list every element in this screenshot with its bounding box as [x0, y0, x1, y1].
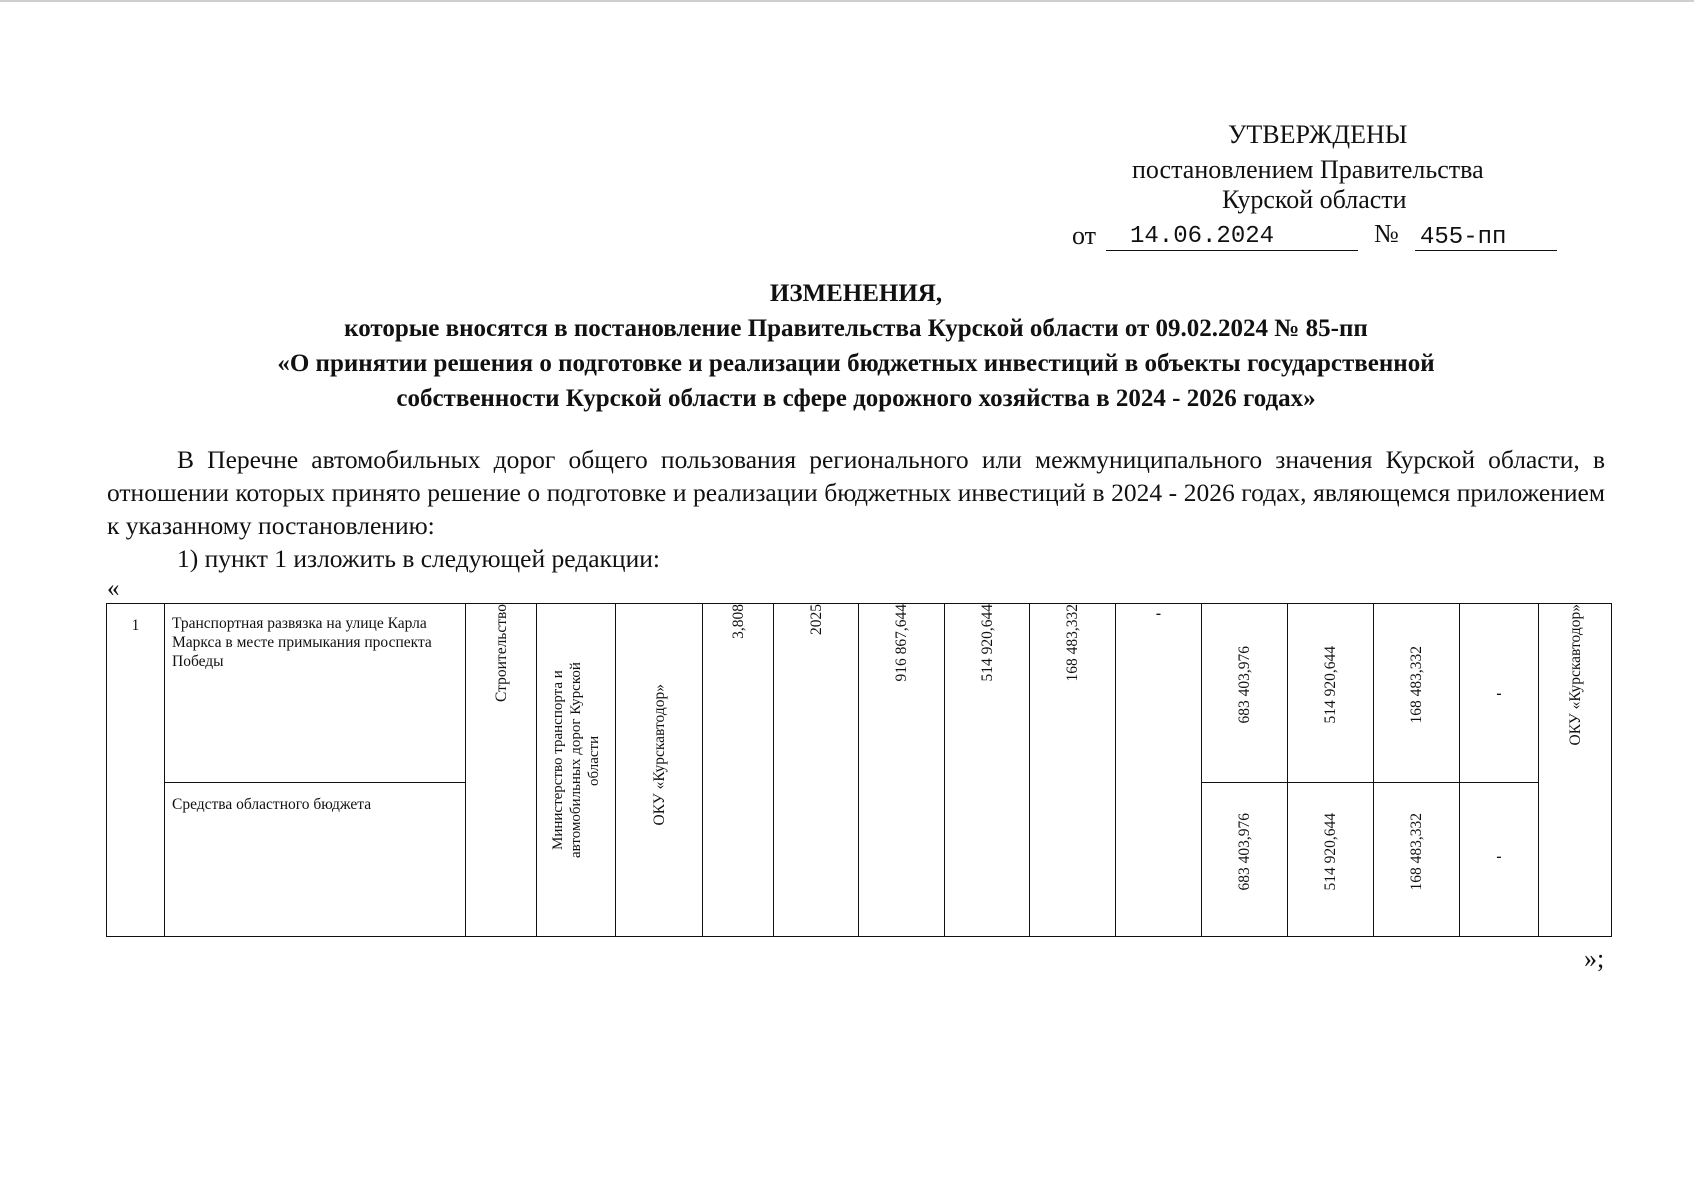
close-quote: »; — [1584, 944, 1605, 973]
r1-y2026: - — [1496, 685, 1502, 702]
r1-y2024: 514 920,644 — [1322, 646, 1339, 724]
customer-cell — [616, 604, 703, 937]
cost-2: 514 920,644 — [978, 604, 996, 682]
ministry-cell — [537, 604, 616, 937]
r2-y2024: 514 920,644 — [1322, 813, 1339, 891]
customer: ОКУ «Курскавтодор» — [650, 684, 668, 826]
ministry: Министерство транспорта и автомобильных дорог Курской области — [550, 662, 602, 859]
approval-number: 455-пп — [1420, 224, 1507, 251]
row-number-cell — [107, 604, 165, 937]
r2-y2025: 168 483,332 — [1408, 813, 1425, 891]
body-paragraph — [107, 443, 1605, 542]
approval-line-resolution: постановлением Правительства — [1132, 155, 1484, 184]
open-quote: « — [107, 575, 120, 602]
row-number: 1 — [131, 617, 140, 634]
cost-4: - — [1155, 605, 1162, 622]
cost-4-cell — [1116, 604, 1202, 937]
total-cost-cell — [859, 604, 945, 937]
cost-3-cell — [1030, 604, 1116, 937]
work-type-cell — [466, 604, 537, 937]
r1-total-cell — [1202, 604, 1288, 783]
approval-date: 14.06.2024 — [1130, 223, 1275, 250]
approval-number-prefix: № — [1374, 219, 1399, 248]
approval-date-prefix: от — [1072, 221, 1097, 250]
body-item-1: 1) пункт 1 изложить в следующей редакции: — [177, 544, 660, 573]
length-cell — [703, 604, 774, 937]
r2-total-cell — [1202, 783, 1288, 937]
r2-y2025-cell — [1374, 783, 1460, 937]
r2-y2026-cell — [1460, 783, 1539, 937]
object-name-cell — [165, 604, 466, 783]
cost-3: 168 483,332 — [1064, 604, 1081, 682]
document-title: ИЗМЕНЕНИЯ, — [769, 280, 943, 307]
approval-line-region: Курской области — [1222, 185, 1407, 214]
r2-y2026: - — [1496, 848, 1502, 865]
funding-source: Средства областного бюджета — [172, 796, 372, 813]
r1-y2026-cell — [1460, 604, 1539, 783]
total-cost: 916 867,644 — [893, 604, 910, 682]
r2-y2024-cell — [1288, 783, 1374, 937]
r2-total: 683 403,976 — [1236, 813, 1253, 891]
document-subtitle-line2: «О принятии решения о подготовке и реализации бюджетных инвестиций в объекты государственной — [277, 350, 1435, 377]
body-paragraph-text: В Перечне автомобильных дорог общего пользования регионального или межмуниципального значения Курской области, в отношении которых принято решение о подготовке и реализации бюджетных инвестиций в 2024 - 2026 годах, являющемся приложением к указанному постановлению: — [107, 445, 1605, 540]
funding-source-cell — [165, 783, 466, 937]
r1-y2024-cell — [1288, 604, 1374, 783]
recipient: ОКУ «Курскавтодор» — [1566, 604, 1584, 746]
scan-top-edge — [0, 0, 1694, 2]
approval-title: УТВЕРЖДЕНЫ — [1228, 120, 1408, 149]
length-value: 3,808 — [729, 604, 747, 639]
year-value: 2025 — [807, 604, 825, 635]
cost-2-cell — [945, 604, 1030, 937]
year-cell — [774, 604, 859, 937]
recipient-cell — [1539, 604, 1612, 937]
r1-y2025-cell — [1374, 604, 1460, 783]
r1-y2025: 168 483,332 — [1408, 646, 1425, 724]
document-subtitle-line3: собственности Курской области в сфере дорожного хозяйства в 2024 - 2026 годах» — [396, 385, 1316, 412]
r1-total: 683 403,976 — [1236, 646, 1253, 724]
document-subtitle-line1: которые вносятся в постановление Правительства Курской области от 09.02.2024 № 85-пп — [344, 315, 1368, 342]
object-name: Транспортная развязка на улице Карла Маркса в месте примыкания проспекта Победы — [172, 615, 432, 670]
work-type: Строительство — [492, 604, 510, 702]
roads-table — [106, 603, 1612, 937]
